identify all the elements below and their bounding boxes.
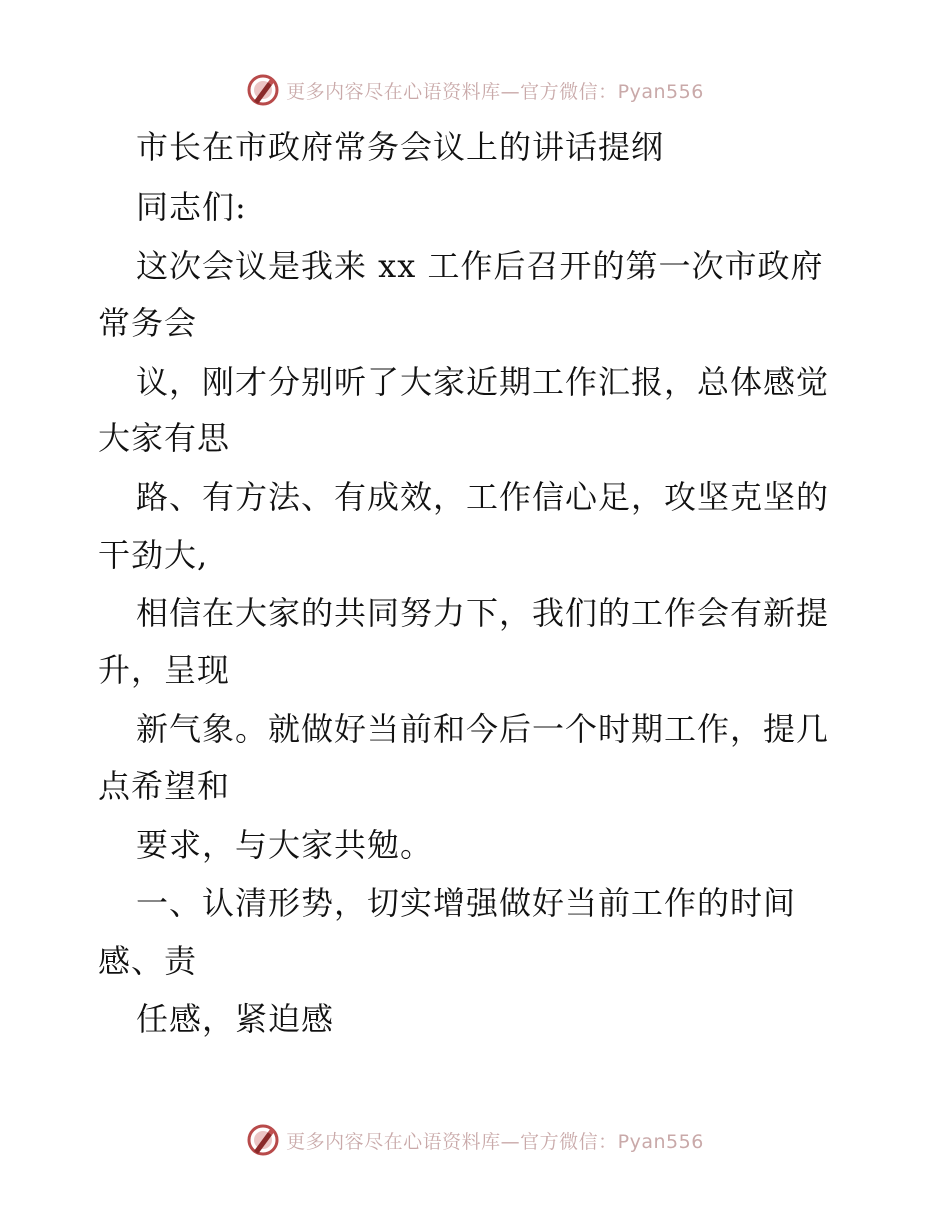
section-heading-line: 任感，紧迫感 <box>136 1000 335 1038</box>
paragraph-line: 点希望和 <box>98 767 231 805</box>
paragraph-line: 升，呈现 <box>98 651 231 689</box>
pen-logo-icon <box>246 1123 280 1157</box>
paragraph-line: 议，刚才分别听了大家近期工作汇报，总体感觉 <box>136 363 830 401</box>
paragraph-line: 常务会 <box>98 304 198 342</box>
section-heading-line: 一、认清形势，切实增强做好当前工作的时间 <box>136 884 797 922</box>
paragraph-line: 这次会议是我来 xx 工作后召开的第一次市政府 <box>136 247 824 285</box>
section-heading-line: 感、责 <box>98 942 198 980</box>
paragraph-line: 相信在大家的共同努力下，我们的工作会有新提 <box>136 594 830 632</box>
salutation: 同志们: <box>136 188 247 226</box>
paragraph-line: 新气象。就做好当前和今后一个时期工作，提几 <box>136 710 830 748</box>
paragraph-line: 路、有方法、有成效，工作信心足，攻坚克坚的 <box>136 478 830 516</box>
document-title: 市长在市政府常务会议上的讲话提纲 <box>136 128 665 166</box>
paragraph-line: 要求，与大家共勉。 <box>136 826 434 864</box>
watermark-text: 更多内容尽在心语资料库—官方微信：Pyan556 <box>286 1130 704 1153</box>
paragraph-line: 大家有思 <box>98 419 231 457</box>
watermark-text: 更多内容尽在心语资料库—官方微信：Pyan556 <box>286 80 704 103</box>
paragraph-line: 干劲大, <box>98 536 209 574</box>
watermark-bottom <box>0 1120 950 1160</box>
